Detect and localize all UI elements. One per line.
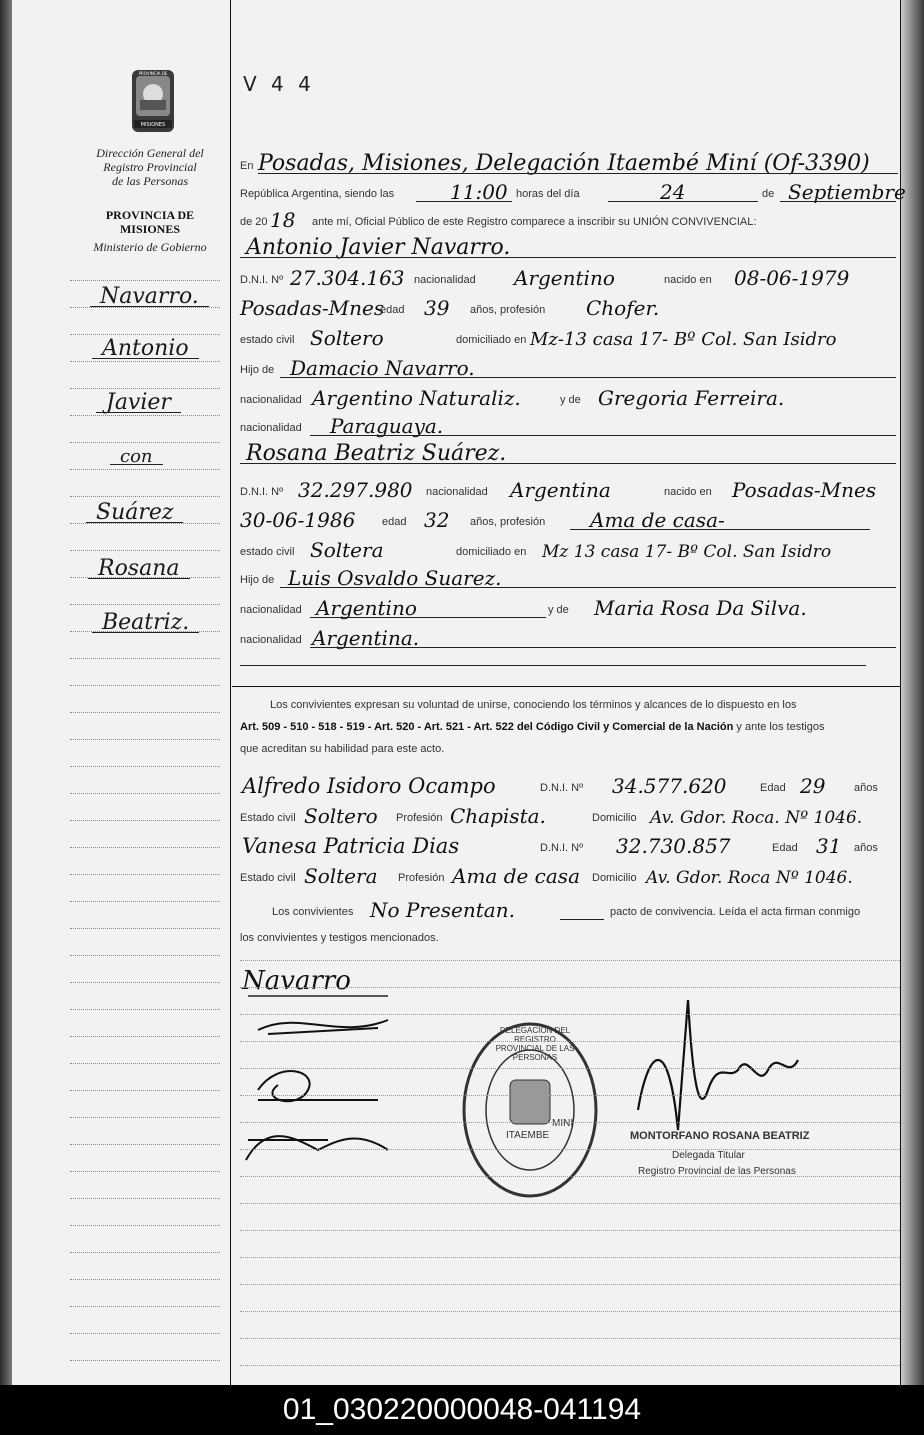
witness2-details-line: Estado civil Soltera Profesión Ama de casa Domicilio Av. Gdor. Roca Nº 1046.: [240, 864, 853, 888]
ruled-line: [240, 1311, 900, 1312]
witness1-details-line: Estado civil Soltero Profesión Chapista. Domicilio Av. Gdor. Roca. Nº 1046.: [240, 804, 863, 828]
person2-father-nationality: Argentino: [316, 596, 417, 620]
margin-rule: [70, 820, 220, 821]
official-title: Delegada Titular: [672, 1150, 745, 1161]
ruled-line: [240, 1041, 900, 1042]
person2-address: Mz 13 casa 17- Bº Col. San Isidro: [542, 542, 832, 562]
person2-birth-date: 30-06-1986: [240, 508, 356, 532]
section-divider: [232, 686, 900, 687]
svg-text:PROVINCIA DE: PROVINCIA DE: [138, 71, 168, 76]
official-name: MONTORFANO ROSANA BEATRIZ: [630, 1130, 810, 1142]
location-value: Posadas, Misiones, Delegación Itaembé Miní (Of-3390): [258, 151, 870, 176]
margin-rule: [70, 928, 220, 929]
closing-line: Los convivientes No Presentan. pacto de convivencia. Leída el acta firman conmigo: [272, 898, 861, 922]
person1-father-nationality: Argentino Naturaliz.: [312, 386, 521, 410]
person1-mother: Gregoria Ferreira.: [598, 386, 785, 410]
day-value: 24: [660, 180, 686, 204]
person2-birth-place: Posadas-Mnes: [732, 478, 877, 502]
person2-age-line: 30-06-1986 edad 32 años, profesión Ama de casa-: [240, 504, 896, 534]
witness2-age: 31: [816, 834, 842, 858]
org-line-2: Registro Provincial: [103, 160, 197, 174]
margin-name-6: Beatriz.: [102, 610, 190, 635]
ruled-line: [240, 1149, 900, 1150]
margin-rule: [70, 1279, 220, 1280]
person1-name: Antonio Javier Navarro.: [246, 235, 511, 260]
person1-address: Mz-13 casa 17- Bº Col. San Isidro: [530, 329, 837, 350]
margin-rule: [70, 874, 220, 875]
month-value: Septiembre: [788, 180, 906, 204]
scan-id-footer: 01_030220000048-041194: [0, 1385, 924, 1435]
person2-name: Rosana Beatriz Suárez.: [246, 441, 507, 466]
person1-mother-nationality: Paraguaya.: [330, 414, 444, 438]
margin-rule: [70, 1360, 220, 1361]
witness1-civil-status: Soltero: [304, 804, 378, 828]
margin-rule: [70, 793, 220, 794]
margin-rule: [70, 712, 220, 713]
page-edge: [900, 0, 924, 1385]
witness1-line: Alfredo Isidoro Ocampo D.N.I. Nº 34.577.620 Edad 29 años: [242, 774, 878, 798]
ruled-line: [240, 1338, 900, 1339]
person1-nationality: Argentino: [514, 266, 615, 290]
person1-name-line: [240, 232, 896, 262]
margin-rule: [70, 1090, 220, 1091]
witness2-profession: Ama de casa: [452, 864, 580, 888]
margin-rule: [70, 604, 220, 605]
book-binding: [0, 0, 12, 1385]
witness2-address: Av. Gdor. Roca Nº 1046.: [646, 868, 853, 888]
witness2-name: Vanesa Patricia Dias: [242, 834, 460, 858]
margin-name-1: Navarro.: [100, 284, 199, 309]
svg-text:MISIONES: MISIONES: [140, 122, 166, 128]
margin-rule: [70, 415, 220, 416]
person1-mother-line: nacionalidad Argentino Naturaliz. y de Gregoria Ferreira.: [240, 386, 785, 410]
ruled-line: [240, 960, 900, 961]
ruled-line: [240, 1068, 900, 1069]
margin-rule: [70, 685, 220, 686]
person1-father-line: Hijo de Damacio Navarro.: [240, 352, 896, 382]
margin-rule: [70, 1144, 220, 1145]
closing-handwritten: No Presentan.: [370, 898, 515, 922]
witness1-dni: 34.577.620: [612, 774, 727, 798]
official-org: Registro Provincial de las Personas: [638, 1166, 796, 1177]
margin-rule: [70, 523, 220, 524]
margin-rule: [70, 1171, 220, 1172]
margin-rule: [70, 847, 220, 848]
year-line: de 20 18 ante mí, Oficial Público de este Registro comparece a inscribir su UNIÓN CONVIVENCIAL:: [240, 208, 757, 232]
person2-mother: Maria Rosa Da Silva.: [594, 596, 807, 620]
margin-rule: [70, 307, 220, 308]
person1-profession: Chofer.: [586, 296, 660, 320]
province-title-1: PROVINCIA DE: [105, 208, 195, 222]
person1-dni-line: D.N.I. Nº 27.304.163 nacionalidad Argentino nacido en 08-06-1979: [240, 266, 850, 290]
margin-rule: [70, 550, 220, 551]
margin-rule: [70, 280, 220, 281]
margin-rule: [70, 1009, 220, 1010]
margin-rule: [70, 1333, 220, 1334]
ruled-line: [240, 987, 900, 988]
stamp-ring-text: DELEGACION DEL REGISTRO PROVINCIAL DE LAS PERSONAS: [495, 1026, 575, 1062]
ruled-line: [240, 1203, 900, 1204]
margin-name-4: Suárez: [96, 500, 174, 525]
person2-profession: Ama de casa-: [590, 508, 725, 532]
witness1-profession: Chapista.: [450, 804, 546, 828]
margin-rule: [70, 334, 220, 335]
ruled-line: [240, 1284, 900, 1285]
column-divider: [230, 0, 231, 1385]
margin-rule: [70, 739, 220, 740]
margin-rule: [70, 631, 220, 632]
margin-rule: [70, 1036, 220, 1037]
signature-navarro: Navarro: [242, 966, 351, 996]
person1-civil-status: Soltero: [310, 326, 384, 350]
person1-birth-place: Posadas-Mnes: [240, 296, 385, 320]
time-line: República Argentina, siendo las 11:00 horas del día 24 de Septiembre: [240, 180, 906, 204]
margin-name-5: Rosana: [98, 556, 180, 581]
margin-rule: [70, 982, 220, 983]
witness2-dni: 32.730.857: [616, 834, 731, 858]
margin-connector: con: [120, 446, 153, 467]
margin-rule: [70, 469, 220, 470]
margin-name-2: Antonio: [102, 336, 189, 361]
ruled-line: [240, 1122, 900, 1123]
person1-age: 39: [424, 296, 450, 320]
ruled-line: [240, 1014, 900, 1015]
margin-rule: [70, 577, 220, 578]
margin-rule: [70, 1306, 220, 1307]
ruled-line: [240, 1230, 900, 1231]
witness2-civil-status: Soltera: [304, 864, 378, 888]
ruled-line: [240, 1365, 900, 1366]
person1-mother-nat-line: nacionalidad Paraguaya.: [240, 410, 896, 440]
person2-civil-line: estado civil Soltera domiciliado en Mz 13 casa 17- Bº Col. San Isidro: [240, 538, 832, 562]
org-line-3: de las Personas: [112, 174, 188, 188]
person1-age-line: Posadas-Mnes edad 39 años, profesión Chofer.: [240, 296, 660, 320]
province-logo-icon: [126, 66, 180, 138]
stamp-inner-1: ITAEMBE: [506, 1130, 550, 1141]
margin-rule: [70, 901, 220, 902]
right-border: [900, 0, 901, 1385]
margin-rule: [70, 388, 220, 389]
ruled-line: [240, 1257, 900, 1258]
ruled-line: [240, 1095, 900, 1096]
margin-rule: [70, 1252, 220, 1253]
person2-mother-nationality: Argentina.: [312, 626, 420, 650]
person2-civil-status: Soltera: [310, 538, 384, 562]
org-line-1: Dirección General del: [96, 146, 204, 160]
margin-rule: [70, 1198, 220, 1199]
margin-rule: [70, 955, 220, 956]
person1-dni: 27.304.163: [290, 266, 405, 290]
witness1-name: Alfredo Isidoro Ocampo: [242, 774, 496, 798]
ruled-line: [240, 1176, 900, 1177]
witness1-age: 29: [800, 774, 826, 798]
witness2-line: Vanesa Patricia Dias D.N.I. Nº 32.730.857 Edad 31 años: [242, 834, 878, 858]
person2-nationality: Argentina: [510, 478, 611, 502]
person2-mother-line: nacionalidad Argentino y de Maria Rosa Da Silva.: [240, 596, 807, 620]
stamp-inner-2: MINI: [552, 1118, 574, 1129]
person2-dni-line: D.N.I. Nº 32.297.980 nacionalidad Argentina nacido en Posadas-Mnes: [240, 478, 877, 502]
province-title-2: MISIONES: [119, 222, 181, 236]
person2-name-line: [240, 438, 896, 468]
person2-father: Luis Osvaldo Suarez.: [288, 566, 502, 590]
margin-name-3: Javier: [106, 390, 171, 415]
person2-dni: 32.297.980: [298, 478, 413, 502]
person1-father: Damacio Navarro.: [290, 356, 475, 380]
signatures-scribbles: [238, 990, 408, 1170]
margin-rule: [70, 1063, 220, 1064]
person2-age: 32: [424, 508, 450, 532]
margin-rule: [70, 361, 220, 362]
location-line: En Posadas, Misiones, Delegación Itaembé Miní (Of-3390): [240, 148, 896, 178]
closing-rule: [240, 640, 896, 670]
act-code: V 4 4: [243, 72, 315, 96]
closing-line-2: los convivientes y testigos mencionados.: [240, 932, 439, 944]
person2-mother-nat-line: nacionalidad Argentina.: [240, 622, 896, 652]
witness1-address: Av. Gdor. Roca. Nº 1046.: [650, 808, 863, 828]
margin-rule: [70, 442, 220, 443]
margin-rule: [70, 1117, 220, 1118]
person1-civil-line: estado civil Soltero domiciliado en Mz-13 casa 17- Bº Col. San Isidro: [240, 326, 837, 350]
year-value: 18: [270, 208, 296, 232]
declaration-text: Los convivientes expresan su voluntad de unirse, conociendo los términos y alcances de lo dispuesto en los Art. 509 - 510 - 518 - 519 - Art. 520 - Art. 521 - Art. 522 del Código Civil y Comercial de la Nación y ante los testigos que acreditan su habilidad para este acto.: [240, 699, 825, 755]
ministry-name: Ministerio de Gobierno: [93, 240, 207, 254]
margin-rule: [70, 1225, 220, 1226]
hour-value: 11:00: [450, 180, 508, 204]
margin-rule: [70, 766, 220, 767]
person1-birth-date: 08-06-1979: [734, 266, 850, 290]
margin-rule: [70, 496, 220, 497]
margin-rule: [70, 658, 220, 659]
person2-father-line: Hijo de Luis Osvaldo Suarez.: [240, 562, 896, 592]
